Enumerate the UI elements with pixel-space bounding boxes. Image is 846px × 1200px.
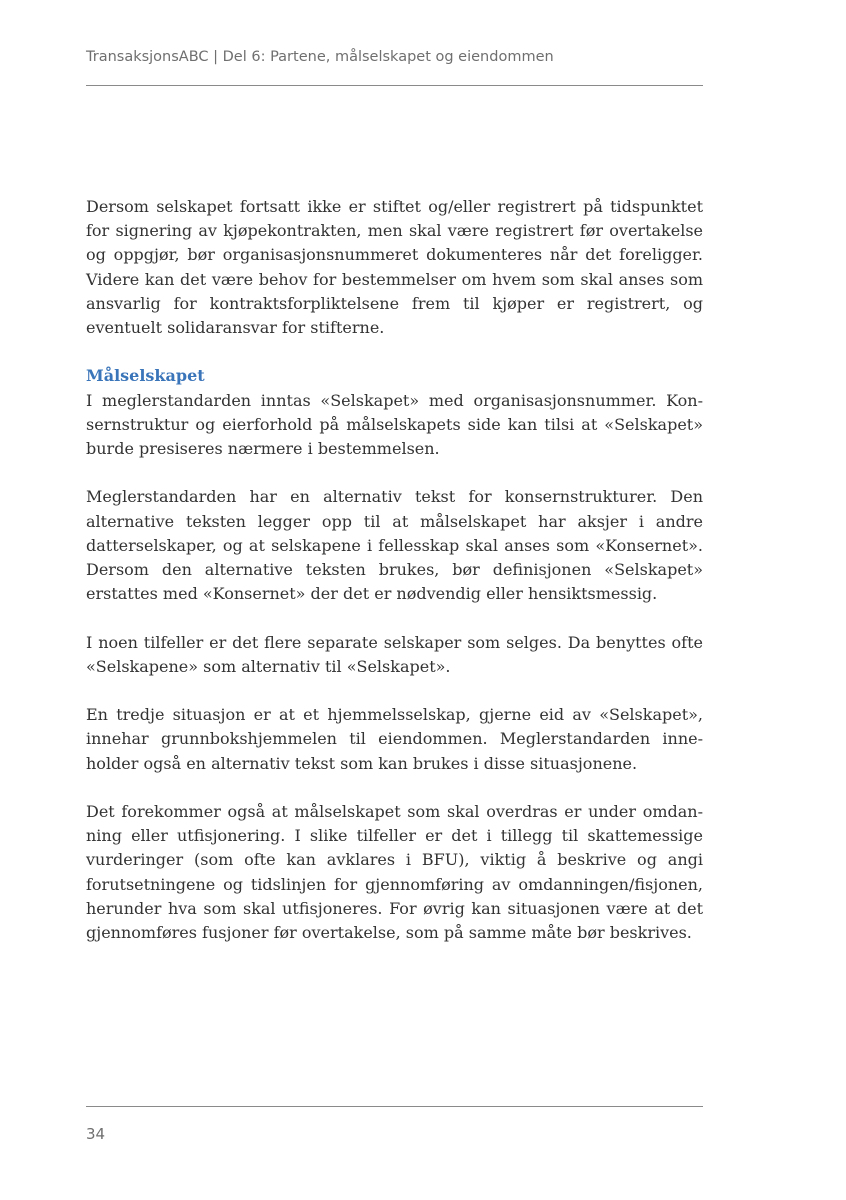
body-text <box>86 195 703 969</box>
running-header: TransaksjonsABC | Del 6: Partene, målselskapet og eiendommen <box>86 49 554 65</box>
section-heading-target-company: Målselskapet <box>86 366 205 386</box>
paragraph-broker-standard: I meglerstandarden inntas «Selskapet» med organisasjonsnummer. Konsernstruktur og eierforhold på målselskapets side kan tilsi at «Selskapet» burde presiseres nærmere i bestemmelsen. <box>86 390 703 459</box>
paragraph-title-holding-company: En tredje situasjon er at et hjemmelsselskap, gjerne eid av «Selskapet», innehar grunnbokshjemmelen til eiendommen. Meglerstandarden inneholder også en alternativ tekst som kan brukes i disse situasjonene. <box>86 705 703 773</box>
paragraph-unregistered-company: Dersom selskapet fortsatt ikke er stiftet og/eller registrert på tidspunktet for signering av kjøpekontrakten, men skal være registrert før overtakelse og oppgjør, bør organisasjonsnummeret dokumenteres når det foreligger. Videre kan det være behov for bestemmelser om hvem som skal anses som ansvarlig for kontraktsforpliktelsene frem til kjøper er registrert, og eventuelt solidaransvar for stifterne. <box>86 197 703 338</box>
paragraph-group-structures: Meglerstandarden har en alternativ tekst for konsernstrukturer. Den alternative teksten legger opp til at målselskapet har aksjer i andre datterselskaper, og at selskapene i fellesskap skal anses som «Konsernet». Dersom den alternative teksten brukes, bør definisjonen «Selskapet» erstattes med «Konsernet» der det er nødvendig eller hensiktsmessig. <box>86 487 703 604</box>
header-divider <box>86 85 703 86</box>
page-number: 34 <box>86 1125 106 1143</box>
footer-divider <box>86 1106 703 1107</box>
paragraph-restructuring: Det forekommer også at målselskapet som skal overdras er under omdanning eller utfisjonering. I slike tilfeller er det i tillegg til skattemessige vurderinger (som ofte kan avklares i BFU), viktig å beskrive og angi forutsetningene og tidslinjen for gjennomføring av omdanningen/fisjonen, herunder hva som skal utfisjoneres. For øvrig kan situasjonen være at det gjennomføres fusjoner før overtakelse, som på samme måte bør beskrives. <box>86 802 703 943</box>
paragraph-multiple-companies: I noen tilfeller er det flere separate selskaper som selges. Da benyttes ofte «Selskapene» som alternativ til «Selskapet». <box>86 632 703 676</box>
